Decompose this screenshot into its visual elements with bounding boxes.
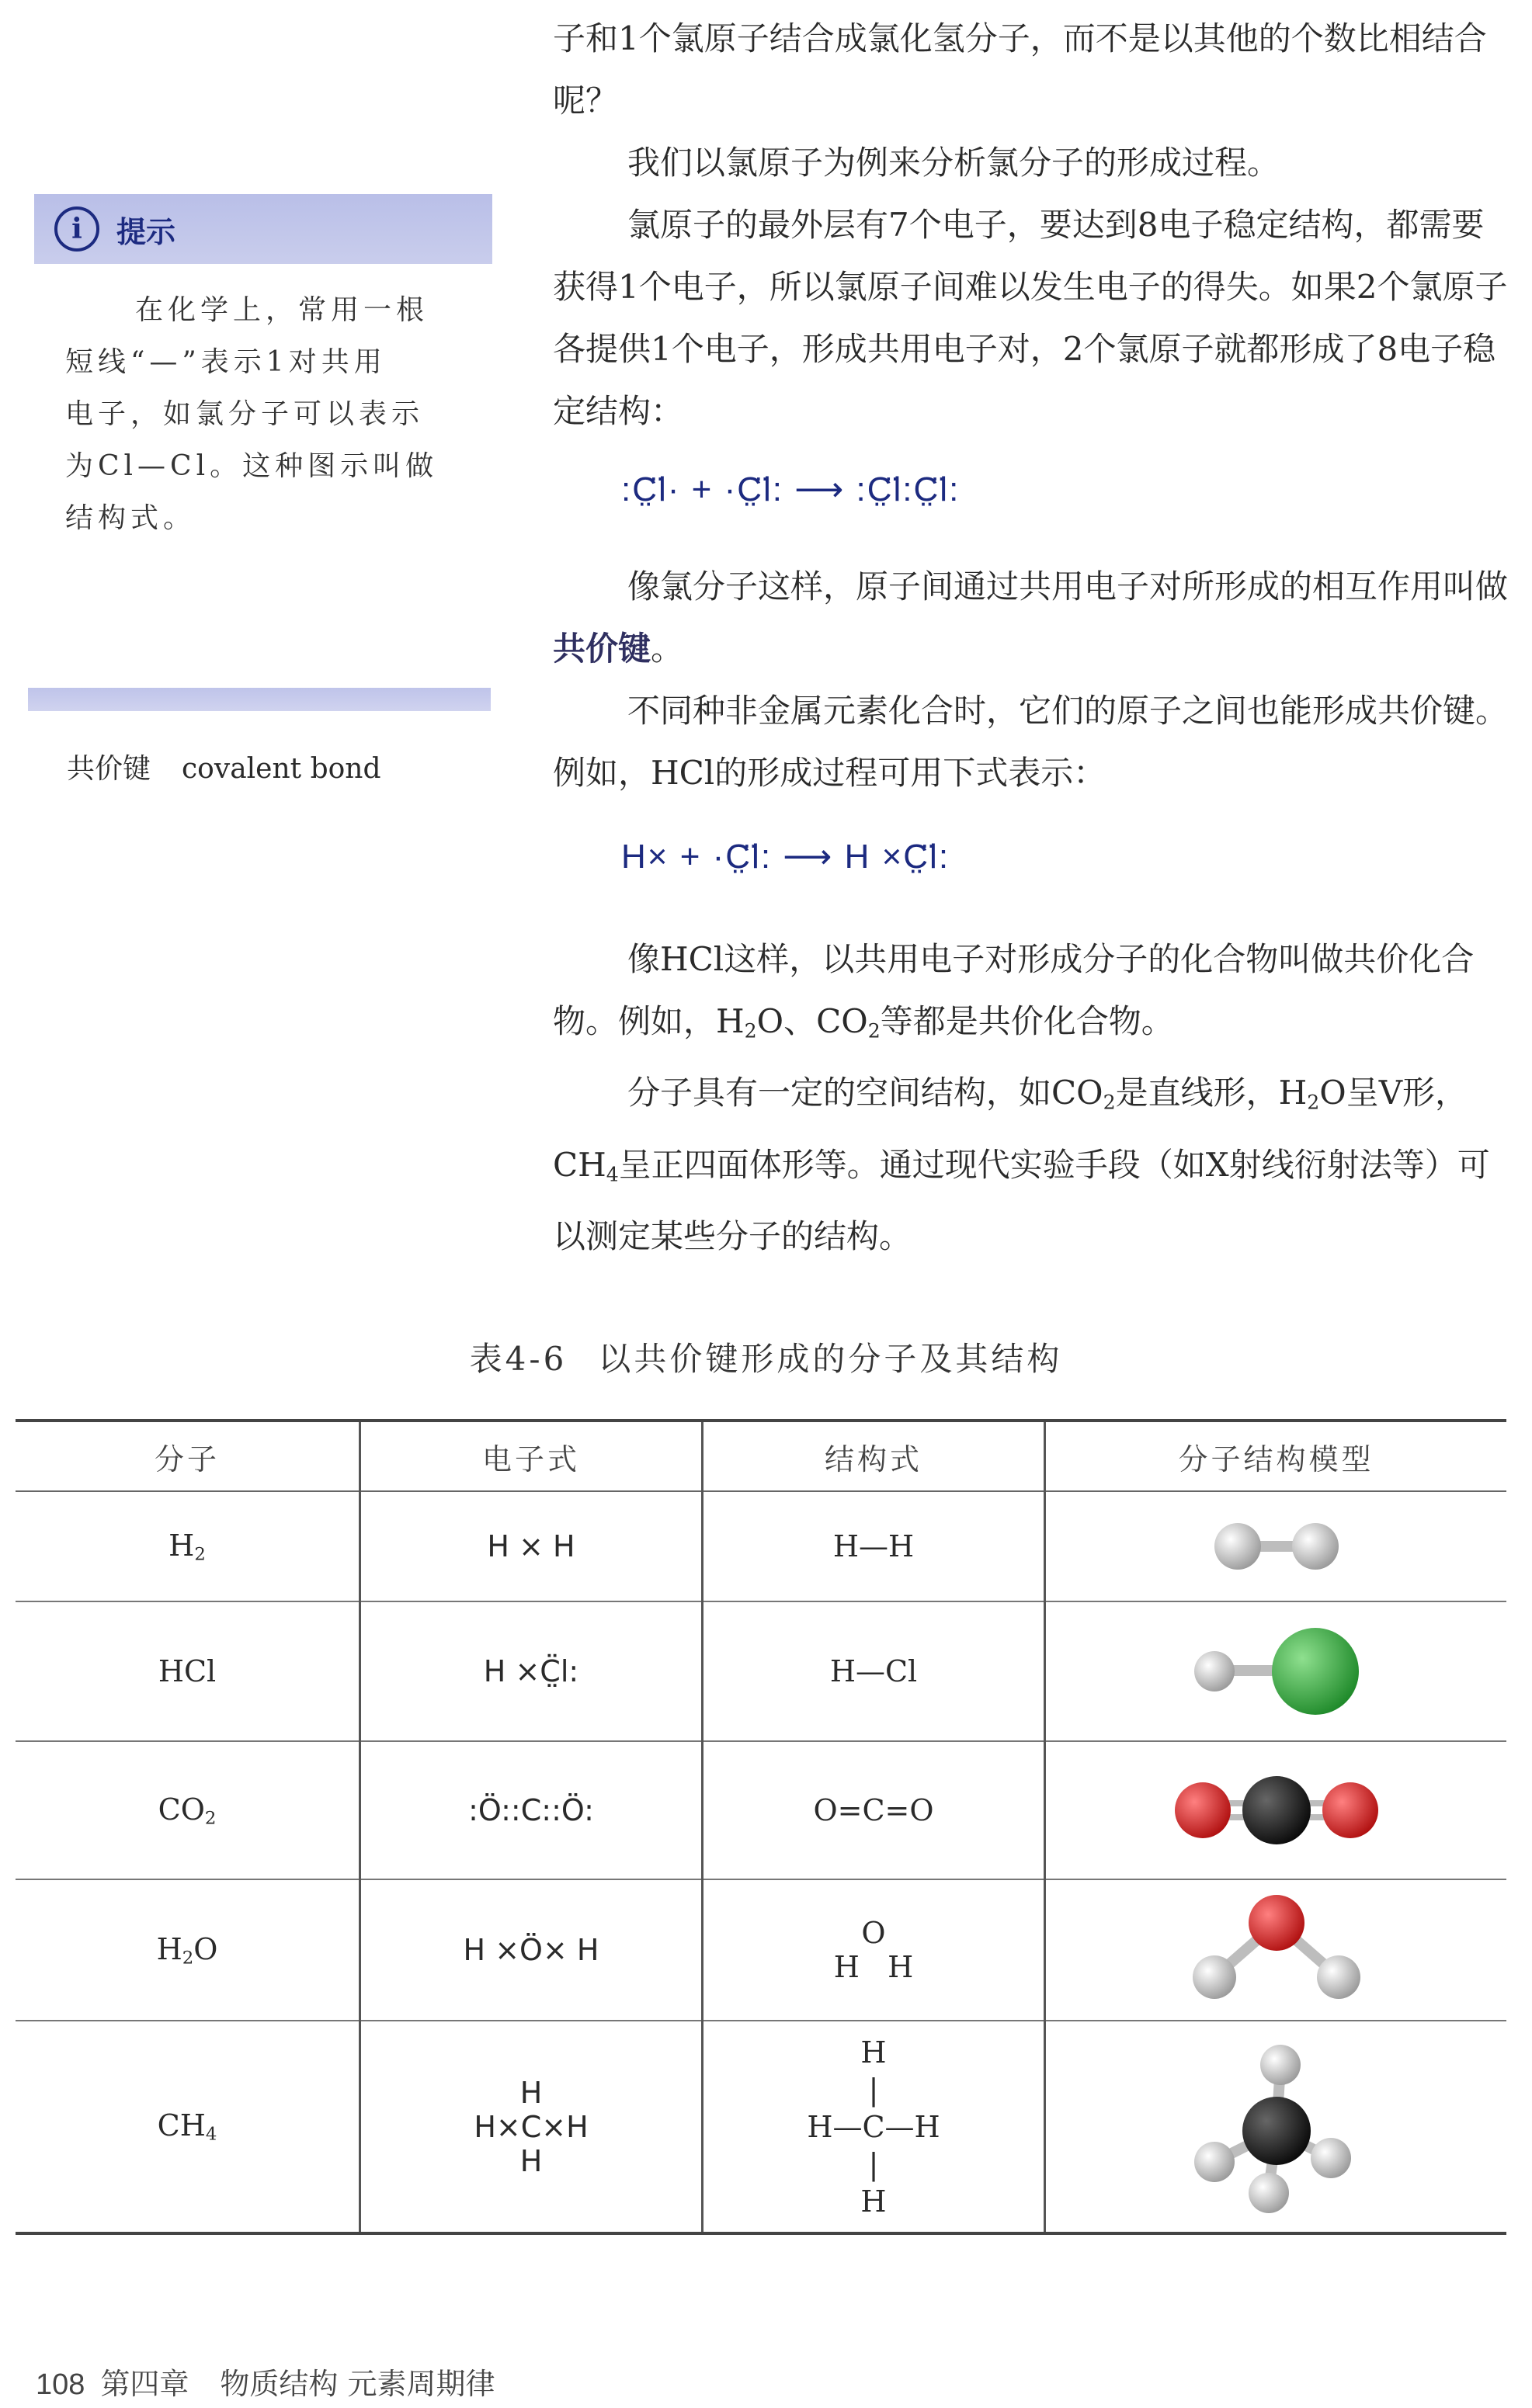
paragraph: 像氯分子这样，原子间通过共用电子对所形成的相互作用叫做共价键。	[553, 567, 1509, 668]
structure-bottom: H H	[833, 1950, 914, 1984]
tip-line: 短线“—”表示1对共用	[65, 346, 387, 378]
molecule-name: $H_2$	[16, 1491, 360, 1601]
electron-formula: H H×C×H H	[360, 2021, 703, 2233]
main-text-bottom	[553, 928, 1516, 1268]
page-number: 108	[36, 2368, 85, 2401]
tip-title: 提示	[116, 214, 176, 249]
electron-formula: H ×Ö× H	[360, 1879, 703, 2021]
molecule-name: $H_2O$	[16, 1879, 360, 2021]
equation-cl2: :C̤̈l· + ·C̤̈l: ⟶ :C̤̈l:C̤̈l:	[621, 470, 961, 508]
model-hcl	[1045, 1601, 1507, 1741]
glossary-term	[67, 747, 381, 786]
molecule-name: HCl	[16, 1601, 360, 1741]
table-row	[16, 1879, 1506, 2021]
tip-line: 结构式。	[65, 502, 196, 534]
keyword-covalent-bond: 共价键	[553, 630, 651, 668]
molecule-name: $CH_4$	[16, 2021, 360, 2233]
main-text-middle	[553, 556, 1516, 804]
electron-formula: H ×C̤̈l:	[360, 1601, 703, 1741]
paragraph: 像HCl这样，以共用电子对形成分子的化合物叫做共价化合物。例如，$H_2O$、$CO_2$等都是共价化合物。	[553, 940, 1475, 1043]
h2o-model-image	[1176, 1888, 1377, 2012]
model-h2	[1045, 1491, 1507, 1601]
structural-formula: O=C=O	[703, 1741, 1045, 1879]
tip-body	[65, 284, 461, 544]
page-footer	[36, 2360, 495, 2403]
term-chinese: 共价键	[67, 753, 151, 785]
table-row	[16, 1601, 1506, 1741]
header-molecule: 分子	[16, 1421, 360, 1491]
structural-formula: H | H—C—H | H	[703, 2021, 1045, 2233]
table-caption: 表4-6 以共价键形成的分子及其结构	[469, 1340, 1063, 1378]
chapter-label: 第四章	[100, 2367, 189, 2401]
structural-formula: H—H	[703, 1491, 1045, 1601]
structural-formula	[703, 1879, 1045, 2021]
hcl-model-image	[1183, 1617, 1370, 1726]
structure-top: O	[861, 1916, 886, 1950]
glossary-bar	[28, 688, 491, 711]
electron-formula: H × H	[360, 1491, 703, 1601]
table-row	[16, 1491, 1506, 1601]
header-model: 分子结构模型	[1178, 1442, 1374, 1476]
paragraph: 我们以氯原子为例来分析氯分子的形成过程。	[627, 144, 1280, 182]
ch4-model-image	[1183, 2034, 1370, 2220]
model-co2	[1045, 1741, 1507, 1879]
tip-header	[34, 194, 492, 264]
h2-model-image	[1199, 1511, 1354, 1581]
equation-hcl: H× + ·C̤̈l: ⟶ H ×C̤̈l:	[621, 838, 950, 876]
paragraph: 氯原子的最外层有7个电子，要达到8电子稳定结构，都需要获得1个电子，所以氯原子间难以发生电子的得失。如果2个氯原子各提供1个电子，形成共用电子对，2个氯原子就都形成了8电子稳定结构：	[553, 206, 1508, 430]
term-english: covalent bond	[182, 753, 381, 785]
structural-formula: H—Cl	[703, 1601, 1045, 1741]
header-electron-formula: 电子式	[360, 1421, 703, 1491]
tip-line: 电子，如氯分子可以表示	[65, 398, 425, 430]
paragraph: 不同种非金属元素化合时，它们的原子之间也能形成共价键。例如，HCl的形成过程可用下式表示：	[553, 692, 1509, 792]
info-icon: i	[54, 206, 99, 252]
chapter-title: 物质结构 元素周期律	[220, 2367, 495, 2401]
table-header-row	[16, 1421, 1506, 1491]
co2-model-image	[1160, 1760, 1393, 1861]
molecule-name: $CO_2$	[16, 1741, 360, 1879]
electron-formula: :Ö::C::Ö:	[360, 1741, 703, 1879]
table-row	[16, 1741, 1506, 1879]
molecule-table	[16, 1419, 1506, 2235]
table-row	[16, 2021, 1506, 2233]
paragraph: 分子具有一定的空间结构，如$CO_2$是直线形，$H_2O$呈V形，$CH_4$呈正四面体形等。通过现代实验手段（如X射线衍射法等）可以测定某些分子的结构。	[553, 1074, 1490, 1255]
tip-line: 为Cl—Cl。这种图示叫做	[65, 450, 439, 482]
model-ch4	[1045, 2021, 1507, 2233]
main-text-top	[553, 8, 1516, 442]
model-h2o	[1045, 1879, 1507, 2021]
header-structural-formula: 结构式	[703, 1421, 1045, 1491]
tip-line: 在化学上，常用一根	[135, 294, 429, 326]
paragraph: 子和1个氯原子结合成氯化氢分子，而不是以其他的个数比相结合呢？	[553, 19, 1487, 120]
